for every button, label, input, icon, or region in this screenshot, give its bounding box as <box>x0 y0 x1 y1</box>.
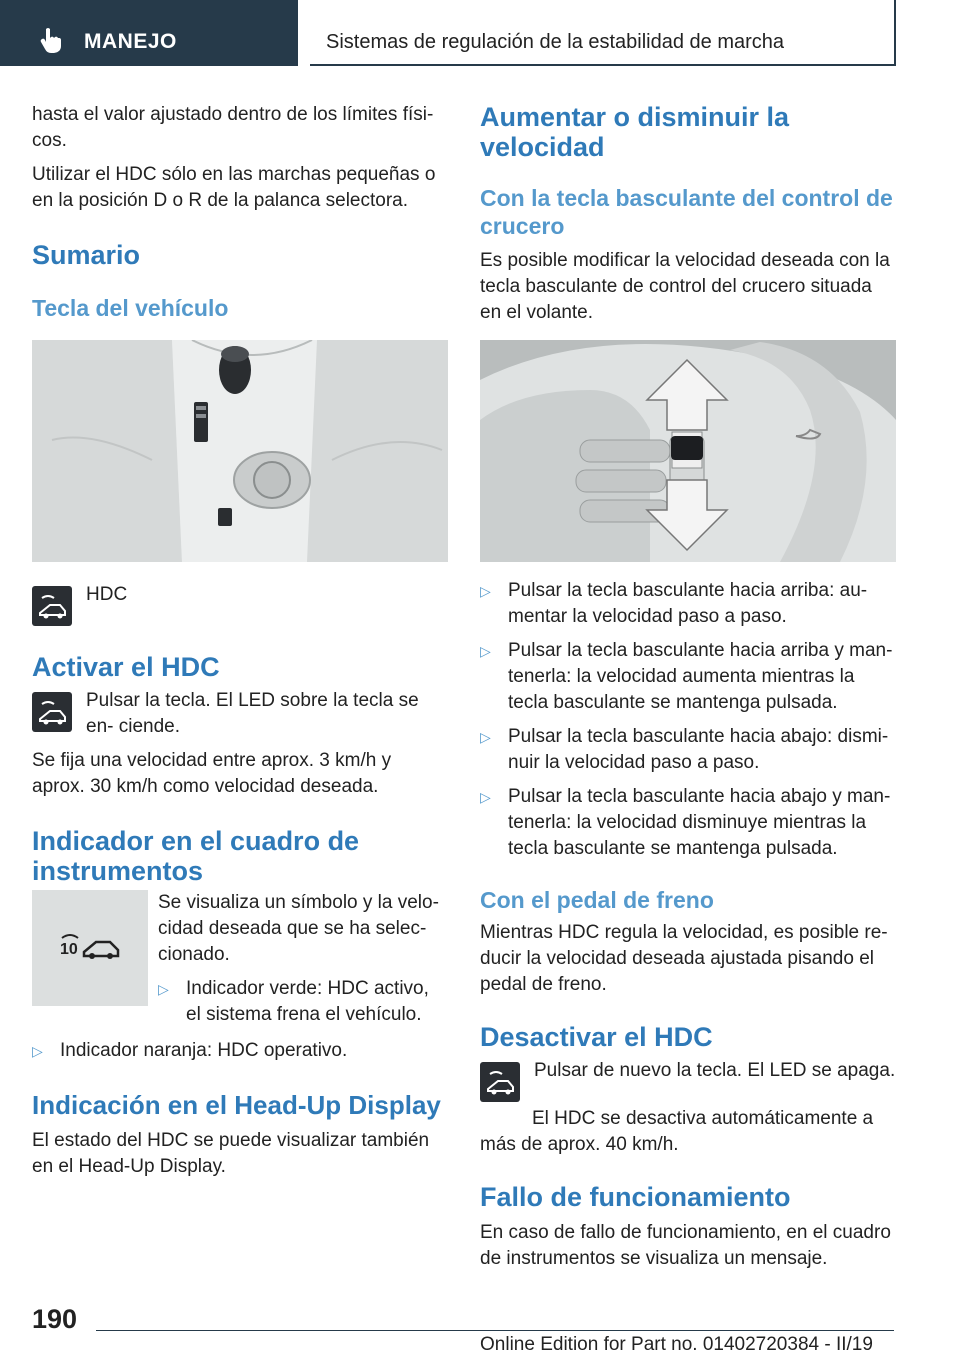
bullet-triangle-icon: ▷ <box>480 729 491 745</box>
list-item: ▷ Pulsar la tecla basculante hacia abajo y man- tenerla: la velocidad disminuye mientras la tecla basculante se mantenga pulsada. <box>480 784 896 862</box>
chapter-title-box <box>310 0 896 66</box>
list-item: ▷ Pulsar la tecla basculante hacia abajo: dismi- nuir la velocidad paso a paso. <box>480 724 896 776</box>
subheading-tecla-basculante: Con la tecla basculante del control de crucero <box>480 185 893 239</box>
pointing-hand-icon <box>40 27 62 53</box>
heading-aumentar: Aumentar o disminuir la velocidad <box>480 102 790 162</box>
bullet-triangle-icon: ▷ <box>32 1043 43 1059</box>
bullet-list <box>480 578 896 862</box>
section-label: MANEJO <box>84 30 177 53</box>
indicator-number: 10 <box>60 941 78 958</box>
steering-wheel-photo <box>480 340 896 562</box>
desactivar-row <box>480 1058 896 1102</box>
page-number: 190 <box>32 1304 78 1334</box>
hdc-button-icon <box>32 586 72 626</box>
hdc-button-icon <box>32 692 72 732</box>
list-item: ▷ Pulsar la tecla basculante hacia arriba y man- tenerla: la velocidad aumenta mientras la tecla basculante se mantenga pulsada. <box>480 638 896 716</box>
footer-divider <box>96 1330 894 1331</box>
center-console-image <box>32 340 448 562</box>
paragraph: El estado del HDC se puede visualizar también en el Head-Up Display. <box>32 1130 430 1177</box>
bullet-triangle-icon: ▷ <box>480 583 491 599</box>
paragraph: Es posible modificar la velocidad deseada con la tecla basculante de control del crucero situada en el volante. <box>480 250 890 323</box>
list-item: ▷ Indicador verde: HDC activo, el sistema frena el vehículo. <box>158 976 448 1028</box>
heading-indicador: Indicador en el cuadro de instrumentos <box>32 826 360 886</box>
hdc-label: HDC <box>86 584 128 605</box>
bullet-triangle-icon: ▷ <box>480 789 491 805</box>
subheading-pedal-freno: Con el pedal de freno <box>480 887 714 913</box>
steering-wheel-rocker-image <box>480 340 896 562</box>
hdc-key-row <box>32 582 448 626</box>
indicador-text <box>158 890 448 1036</box>
chapter-title: Sistemas de regulación de la estabilidad de marcha <box>326 31 785 53</box>
heading-fallo: Fallo de funcionamiento <box>480 1182 791 1212</box>
heading-desactivar: Desactivar el HDC <box>480 1022 713 1052</box>
edition-note: Online Edition for Part no. 01402720384 - II/19 <box>480 1334 873 1355</box>
heading-hud: Indicación en el Head-Up Display <box>32 1090 441 1120</box>
instrument-cluster-image <box>32 890 148 1006</box>
heading-activar: Activar el HDC <box>32 652 220 682</box>
section-tab <box>0 0 298 66</box>
activar-row <box>32 688 448 740</box>
subheading-tecla-vehiculo: Tecla del vehículo <box>32 295 229 321</box>
paragraph: hasta el valor ajustado dentro de los límites físi- cos. <box>32 104 434 151</box>
heading-sumario: Sumario <box>32 240 141 270</box>
paragraph: Pulsar la tecla. El LED sobre la tecla se en- ciende. <box>86 690 419 737</box>
indicador-block <box>32 890 448 1036</box>
paragraph: El HDC se desactiva automáticamente a más de aprox. 40 km/h. <box>480 1108 874 1155</box>
left-column <box>32 102 448 1188</box>
right-column <box>480 102 896 1280</box>
paragraph: Se fija una velocidad entre aprox. 3 km/h y aprox. 30 km/h como velocidad deseada. <box>32 750 392 797</box>
list-item: ▷ Pulsar la tecla basculante hacia arriba: au- mentar la velocidad paso a paso. <box>480 578 896 630</box>
paragraph: Se visualiza un símbolo y la velo- cidad deseada que se ha selec- cionado. <box>158 892 439 965</box>
page-footer <box>0 1290 960 1362</box>
paragraph: Utilizar el HDC sólo en las marchas pequeñas o en la posición D o R de la palanca selectora. <box>32 164 436 211</box>
paragraph: En caso de fallo de funcionamiento, en el cuadro de instrumentos se visualiza un mensaje. <box>480 1222 891 1269</box>
page-header <box>0 0 960 66</box>
hdc-button-icon <box>480 1062 520 1102</box>
list-item: ▷ Indicador naranja: HDC operativo. <box>32 1038 448 1064</box>
paragraph: Pulsar de nuevo la tecla. El LED se apaga. <box>534 1060 896 1081</box>
console-photo <box>32 340 448 562</box>
bullet-triangle-icon: ▷ <box>480 643 491 659</box>
bullet-triangle-icon: ▷ <box>158 981 169 997</box>
paragraph: Mientras HDC regula la velocidad, es posible re- ducir la velocidad deseada ajustada pisando el pedal de freno. <box>480 922 888 995</box>
